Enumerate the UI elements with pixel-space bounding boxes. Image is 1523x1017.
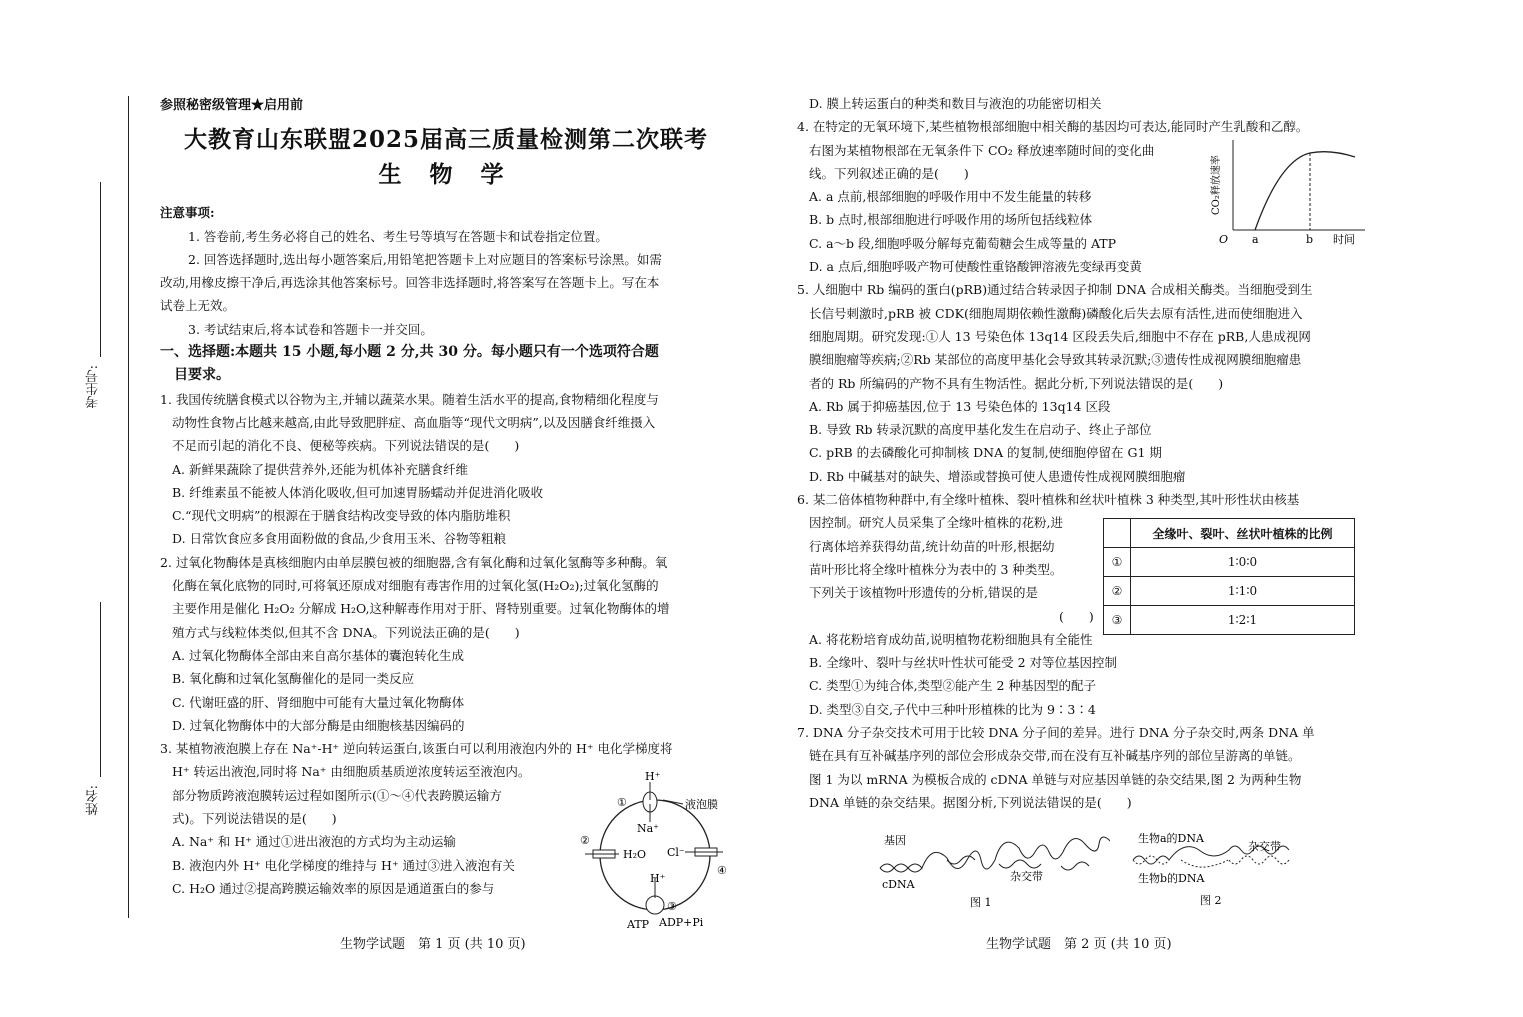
q5-option-b: B. 导致 Rb 转录沉默的高度甲基化发生在启动子、终止子部位 — [809, 422, 1152, 438]
page-footer-right: 生物学试题 第 2 页 (共 10 页) — [986, 937, 1172, 952]
name-label: 姓名: — [86, 785, 101, 816]
vacuole-transport-figure — [575, 770, 745, 935]
notice-line: 3. 考试结束后,将本试卷和答题卡一并交回。 — [188, 321, 433, 337]
q1-stem: 动物性食物占比越来越高,由此导致肥胖症、高血脂等“现代文明病”,以及因膳食纤维摄入 — [172, 414, 656, 430]
table-row-ratio: 1∶1∶0 — [1131, 577, 1355, 606]
q3-stem: 式)。下列说法错误的是( ) — [172, 811, 337, 827]
label-n3: ③ — [667, 900, 677, 913]
q2-stem: 化酶在氧化底物的同时,可将氧还原成对细胞有毒害作用的过氧化氢(H₂O₂);过氧化氢酶的 — [172, 578, 659, 594]
chart-ylabel: CO₂释放速率 — [1211, 155, 1222, 215]
fig2-b-strand — [1133, 856, 1289, 867]
q6-option-d: D. 类型③自交,子代中三种叶形植株的比为 9∶3∶4 — [809, 701, 1096, 717]
q6-answer-bracket: ( ) — [1059, 608, 1094, 624]
notice-line: 2. 回答选择题时,选出每小题答案后,用铅笔把答题卡上对应题目的答案标号涂黑。如需 — [188, 251, 662, 267]
secret-level: 参照秘密级管理★启用前 — [160, 98, 304, 113]
q5-option-a: A. Rb 属于抑癌基因,位于 13 号染色体的 13q14 区段 — [809, 398, 1111, 414]
q1-option-b: B. 纤维素虽不能被人体消化吸收,但可加速胃肠蠕动并促进消化吸收 — [172, 484, 544, 500]
label-adp: ADP+Pi — [659, 916, 704, 929]
fig2-a-label: 生物a的DNA — [1138, 832, 1204, 845]
q3-option-c: C. H₂O 通过②提高跨膜运输效率的原因是通道蛋白的参与 — [172, 880, 495, 896]
table-header: 全缘叶、裂叶、丝状叶植株的比例 — [1131, 519, 1355, 548]
table-row — [1104, 606, 1355, 635]
label-n4: ④ — [717, 864, 727, 877]
label-cl: Cl⁻ — [667, 846, 685, 859]
notice-line: 1. 答卷前,考生务必将自己的姓名、考生号等填写在答题卡和试卷指定位置。 — [188, 228, 608, 244]
q5-stem: 膜细胞瘤等疾病;②Rb 某部位的高度甲基化会导致其转录沉默;③遗传性成视网膜细胞瘤患 — [809, 352, 1302, 368]
q2-stem: 主要作用是催化 H₂O₂ 分解成 H₂O,这种解毒作用对于肝、肾特别重要。过氧化物酶体的增 — [172, 601, 670, 617]
fig2-b-label: 生物b的DNA — [1138, 872, 1205, 885]
q4-option-b: B. b 点时,根部细胞进行呼吸作用的场所包括线粒体 — [809, 212, 1093, 228]
table-row-ratio: 1∶0∶0 — [1131, 548, 1355, 577]
notice-line: 试卷上无效。 — [160, 298, 236, 314]
fig1-hybrid-label: 杂交带 — [1010, 870, 1043, 883]
exam-title: 大教育山东联盟2025届高三质量检测第二次联考 — [183, 126, 708, 154]
q6-option-c: C. 类型①为纯合体,类型②能产生 2 种基因型的配子 — [809, 678, 1096, 694]
table-row-ratio: 1∶2∶1 — [1131, 606, 1355, 635]
chart-xlabel: 时间 — [1333, 233, 1355, 246]
q6-stem: 行离体培养获得幼苗,统计幼苗的叶形,根据幼 — [809, 538, 1055, 554]
fig1-cdna-label: cDNA — [882, 878, 915, 891]
q4-option-d: D. a 点后,细胞呼吸产物可使酸性重铬酸钾溶液先变绿再变黄 — [809, 259, 1142, 275]
label-atp: ATP — [627, 918, 650, 931]
notice-heading: 注意事项: — [160, 205, 215, 221]
q4-option-a: A. a 点前,根部细胞的呼吸作用中不发生能量的转移 — [809, 189, 1092, 205]
leaf-ratio-table — [1103, 518, 1355, 635]
q4-option-c: C. a～b 段,细胞呼吸分解每克葡萄糖会生成等量的 ATP — [809, 235, 1117, 251]
q4-stem: 右图为某植物根部在无氧条件下 CO₂ 释放速率随时间的变化曲 — [809, 142, 1155, 158]
chart-label-a: a — [1252, 233, 1259, 246]
subject-title: 生 物 学 — [378, 161, 514, 189]
q3-stem: 部分物质跨液泡膜转运过程如图所示(①～④代表跨膜运输方 — [172, 787, 502, 803]
q6-stem: 6. 某二倍体植物种群中,有全缘叶植株、裂叶植株和丝状叶植株 3 种类型,其叶形性状由核基 — [797, 492, 1300, 508]
label-n2: ② — [580, 834, 590, 847]
q3-stem: H⁺ 转运出液泡,同时将 Na⁺ 由细胞质基质逆浓度转运至液泡内。 — [172, 764, 531, 780]
q7-stem: 链在具有互补碱基序列的部位会形成杂交带,而在没有互补碱基序列的部位呈游离的单链。 — [809, 748, 1301, 764]
q2-option-d: D. 过氧化物酶体中的大部分酶是由细胞核基因编码的 — [172, 717, 465, 733]
table-row-id: ② — [1104, 577, 1131, 606]
dna-hybrid-figure-1 — [870, 830, 1110, 910]
q6-stem: 苗叶形比将全缘叶植株分为表中的 3 种类型。 — [809, 561, 1063, 577]
q7-stem: 7. DNA 分子杂交技术可用于比较 DNA 分子间的差异。进行 DNA 分子杂交时,两条 DNA 单 — [797, 725, 1315, 741]
co2-release-chart — [1205, 135, 1375, 250]
q4-stem: 4. 在特定的无氧环境下,某些植物根部细胞中相关酶的基因均可表达,能同时产生乳酸和乙醇。 — [797, 119, 1309, 135]
transporter-3 — [646, 896, 664, 914]
name-underline — [100, 602, 101, 777]
label-h-bottom: H⁺ — [650, 872, 666, 885]
fig1-caption: 图 1 — [970, 896, 992, 909]
q3-stem: 3. 某植物液泡膜上存在 Na⁺-H⁺ 逆向转运蛋白,该蛋白可以利用液泡内外的 H⁺ 电化学梯度将 — [160, 741, 673, 757]
q6-option-a: A. 将花粉培育成幼苗,说明植物花粉细胞具有全能性 — [809, 631, 1093, 647]
q2-option-c: C. 代谢旺盛的肝、肾细胞中可能有大量过氧化物酶体 — [172, 694, 465, 710]
table-row-id: ③ — [1104, 606, 1131, 635]
section-heading: 目要求。 — [174, 367, 230, 384]
q7-stem: DNA 单链的杂交结果。据图分析,下列说法错误的是( ) — [809, 794, 1132, 810]
q2-stem: 2. 过氧化物酶体是真核细胞内由单层膜包被的细胞器,含有氧化酶和过氧化氢酶等多种酶。氧 — [160, 554, 668, 570]
section-heading: 一、选择题:本题共 15 小题,每小题 2 分,共 30 分。每小题只有一个选项符合题 — [160, 344, 659, 361]
label-n1: ① — [617, 796, 627, 809]
q5-stem: 长信号刺激时,pRB 被 CDK(细胞周期依赖性激酶)磷酸化后失去原有活性,进而使细胞进入 — [809, 305, 1303, 321]
fig2-hybrid-label: 杂交带 — [1248, 840, 1281, 853]
q1-option-a: A. 新鲜果蔬除了提供营养外,还能为机体补充膳食纤维 — [172, 461, 468, 477]
q6-option-b: B. 全缘叶、裂叶与丝状叶性状可能受 2 对等位基因控制 — [809, 655, 1118, 671]
q4-stem: 线。下列叙述正确的是( ) — [809, 165, 969, 181]
chart-origin: O — [1219, 233, 1229, 246]
q1-stem: 不足而引起的消化不良、便秘等疾病。下列说法错误的是( ) — [172, 438, 520, 454]
q1-option-d: D. 日常饮食应多食用面粉做的食品,少食用玉米、谷物等粗粮 — [172, 531, 506, 547]
co2-curve — [1255, 152, 1355, 230]
binding-line — [128, 96, 129, 918]
q2-option-a: A. 过氧化物酶体全部由来自高尔基体的囊泡转化生成 — [172, 647, 464, 663]
label-h-top: H⁺ — [645, 770, 661, 783]
q5-stem: 5. 人细胞中 Rb 编码的蛋白(pRB)通过结合转录因子抑制 DNA 合成相关酶类。当细胞受到生 — [797, 282, 1313, 298]
chart-label-b: b — [1306, 233, 1314, 246]
q6-stem: 下列关于该植物叶形遗传的分析,错误的是 — [809, 585, 1038, 601]
table-row — [1104, 548, 1355, 577]
q3-option-a: A. Na⁺ 和 H⁺ 通过①进出液泡的方式均为主动运输 — [172, 834, 456, 850]
q5-option-d: D. Rb 中碱基对的缺失、增添或替换可使人患遗传性成视网膜细胞瘤 — [809, 468, 1186, 484]
q1-stem: 1. 我国传统膳食模式以谷物为主,并辅以蔬菜水果。随着生活水平的提高,食物精细化程度与 — [160, 391, 659, 407]
label-na: Na⁺ — [637, 822, 659, 835]
fig2-caption: 图 2 — [1200, 894, 1222, 907]
q2-option-b: B. 氧化酶和过氧化氢酶催化的是同一类反应 — [172, 671, 415, 687]
fig1-gene-strand — [880, 837, 1110, 872]
q5-stem: 者的 Rb 所编码的产物不具有生物活性。据此分析,下列说法错误的是( ) — [809, 375, 1224, 391]
q5-stem: 细胞周期。研究发现:①人 13 号染色体 13q14 区段丢失后,细胞中不存在 pRB,人患成视网 — [809, 328, 1311, 344]
q3-option-d: D. 膜上转运蛋白的种类和数目与液泡的功能密切相关 — [809, 96, 1102, 111]
label-membrane: 液泡膜 — [685, 798, 718, 811]
notice-line: 改动,用橡皮擦干净后,再选涂其他答案标号。回答非选择题时,将答案写在答题卡上。写在本 — [160, 275, 660, 291]
q2-stem: 殖方式与线粒体类似,但其不含 DNA。下列说法正确的是( ) — [172, 624, 520, 640]
q7-stem: 图 1 为以 mRNA 为模板合成的 cDNA 单链与对应基因单链的杂交结果,图 2 为两种生物 — [809, 771, 1302, 787]
q6-stem: 因控制。研究人员采集了全缘叶植株的花粉,进 — [809, 515, 1063, 531]
dna-hybrid-figure-2 — [1128, 828, 1328, 912]
table-row — [1104, 577, 1355, 606]
exam-no-underline — [100, 182, 101, 357]
label-h2o: H₂O — [623, 848, 647, 861]
fig1-gene-label: 基因 — [884, 834, 906, 847]
exam-no-label: 考生号: — [86, 365, 101, 409]
table-row-id: ① — [1104, 548, 1131, 577]
page-footer-left: 生物学试题 第 1 页 (共 10 页) — [340, 937, 526, 952]
q1-option-c: C.“现代文明病”的根源在于膳食结构改变导致的体内脂肪堆积 — [172, 508, 511, 524]
table-corner — [1104, 519, 1131, 548]
q3-option-b: B. 液泡内外 H⁺ 电化学梯度的维持与 H⁺ 通过③进入液泡有关 — [172, 857, 516, 873]
q5-option-c: C. pRB 的去磷酸化可抑制核 DNA 的复制,使细胞停留在 G1 期 — [809, 445, 1162, 461]
